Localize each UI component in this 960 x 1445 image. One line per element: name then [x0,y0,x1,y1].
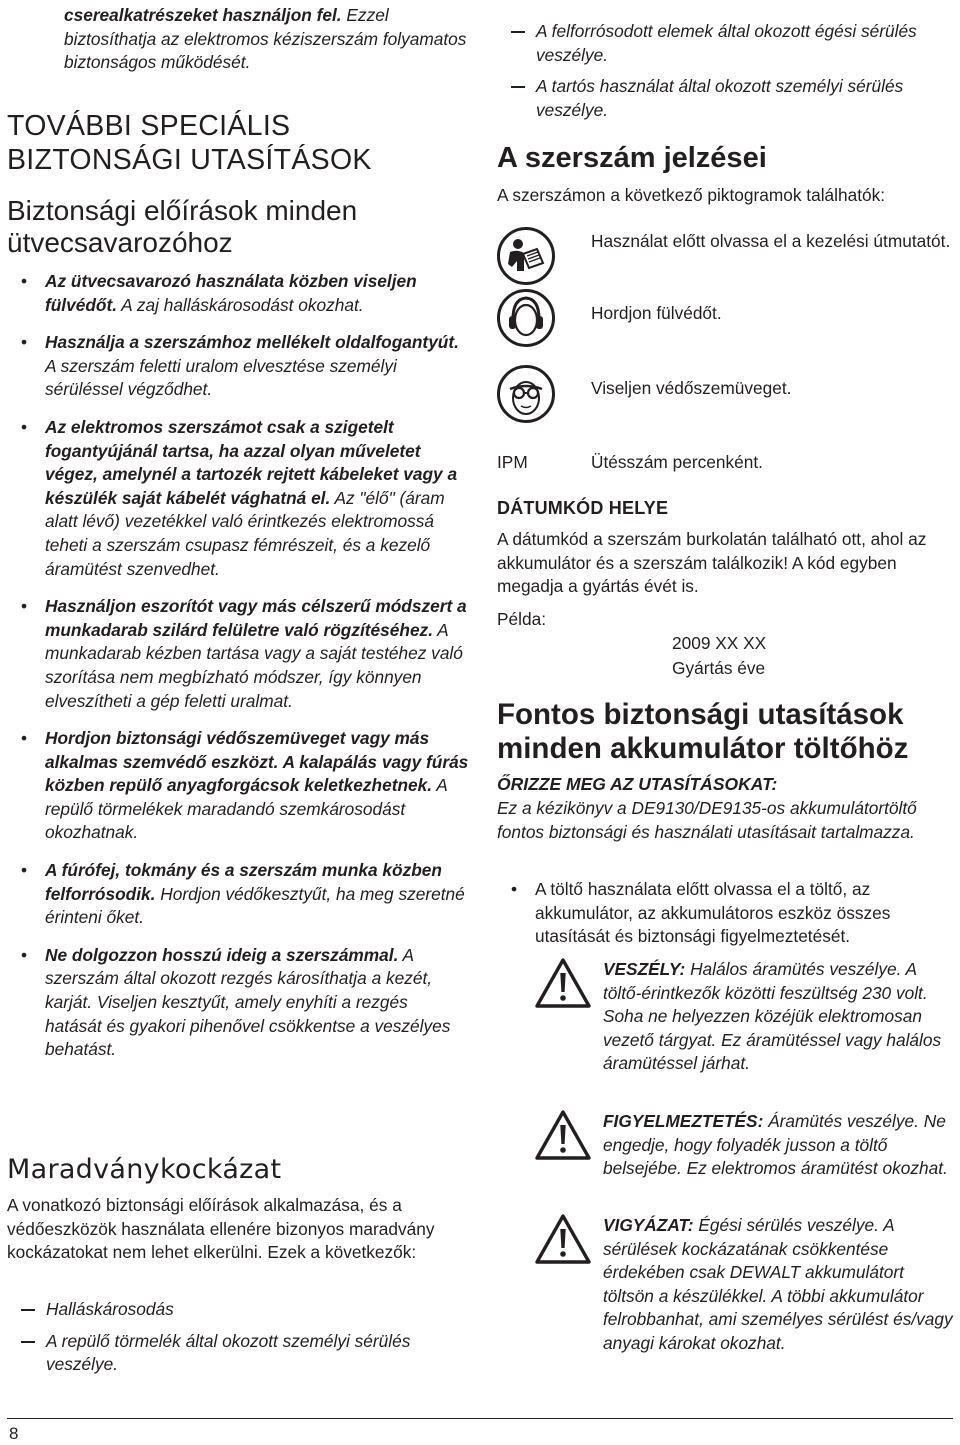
warning-text: VESZÉLY: Halálos áramütés veszélye. A töltő-érintkezők közötti feszültség 230 volt. Soha ne helyezzen közéjük elektromosan vezető tárgyat. Ez áramütéssel vagy halálos áramütéssel járhat. [603,959,942,1074]
list-item: • Ne dolgozzon hosszú ideig a szerszámmal. A szerszám által okozott rezgés károsíthatja a kezét, karját. Viseljen kesztyűt, amely enyhíti a rezgés hatását és gyakori pihenővel csökkentse a veszélyes behatást. [21,944,451,1060]
warning-notice [497,1110,957,1181]
tool-markings-intro: A szerszámon a következő piktogramok találhatók: [497,185,886,205]
list-item: • Az ütvecsavarozó használata közben viseljen fülvédőt. A zaj halláskárosodást okozhat. [21,271,417,315]
ear-protection-icon [497,289,591,354]
list-item: • Használja a szerszámhoz mellékelt oldalfogantyút. A szerszám feletti uralom elvesztése személyi sérüléssel végződhet. [21,332,459,400]
pictogram-row [497,227,955,292]
page-number: 8 [9,1424,19,1443]
charger-safety-heading: Fontos biztonsági utasítások minden akkumulátor töltőhöz [497,698,909,765]
warning-text: VIGYÁZAT: Égési sérülés veszélye. A sérülések kockázatának csökkentése érdekében csak DEWALT akkumulátort töltsön a készülékkel. A többi akkumulátor felrobbanhat, ami személyes sérülést és/vagy anyagi károkat okozhat. [603,1215,953,1353]
warning-triangle-icon [497,1214,603,1356]
list-item: • Az elektromos szerszámot csak a szigetelt fogantyújánál tartsa, ha azzal olyan műveletet végez, amelynél a tartozék rejtett kábeleket vagy a készülék saját kábelét vághatná el. Az "élő" (áram alatt lévő) vezetékkel való érintkezés elektromossá teheti a szerszám csupasz fémrészeit, és a kezelő áramütést szenvedhet. [21,416,458,579]
residual-risk-heading: Maradványkockázat [7,1154,282,1185]
intro-rest: Ezzel biztosíthatja az elektromos kéziszerszám folyamatos biztonságos működését. [64,5,467,73]
safety-bullet-list [7,270,469,1062]
intro-paragraph [64,4,469,75]
pictogram-row [497,448,955,475]
tool-markings-heading: A szerszám jelzései [497,142,767,174]
footer-divider [7,1418,953,1419]
special-instructions-heading: TOVÁBBI SPECIÁLIS BIZTONSÁGI UTASÍTÁSOK [7,110,372,176]
charger-bullet-list [497,878,957,949]
warning-text: FIGYELMEZTETÉS: Áramütés veszélye. Ne engedje, hogy folyadék jusson a töltő belsejébe. Ez elektromos áramütést okozhat. [603,1111,948,1179]
residual-risk-text: A vonatkozó biztonsági előírások alkalmazása, és a védőeszközök használata ellenére bizonyos maradvány kockázatokat nem lehet elkerülni. Ezek a következők: [7,1195,435,1263]
pictogram-text: Viseljen védőszemüveget. [591,378,792,398]
danger-warning [497,958,957,1076]
pictogram-row [497,365,955,430]
keep-instructions-text: Ez a kézikönyv a DE9130/DE9135-os akkumulátortöltő fontos biztonsági és használati utasításait tartalmazza. [497,798,917,842]
date-code-text: A dátumkód a szerszám burkolatán található ott, ahol az akkumulátor és a szerszám találkozik! A kód egyben megadja a gyártás évét is. [497,529,927,597]
residual-risk-list-continued [497,20,955,122]
list-item: Halláskárosodás [7,1298,437,1322]
warning-triangle-icon [497,958,603,1076]
example-label: Példa: [497,609,547,629]
example-code: 2009 XX XX [672,633,767,653]
example-caption: Gyártás éve [672,658,766,678]
list-item: A repülő törmelék által okozott személyi sérülés veszélye. [7,1330,437,1377]
caution-notice [497,1214,957,1356]
list-item: • Hordjon biztonsági védőszemüveget vagy más alkalmas szemvédő eszközt. A kalapálás vagy fúrás közben repülő anyagforgácsok keletkezhetnek. A repülő törmelékek maradandó szemkárosodást okozhatnak. [21,728,469,843]
date-code-heading: DÁTUMKÓD HELYE [497,498,669,518]
keep-instructions-heading: ŐRIZZE MEG AZ UTASÍTÁSOKAT: [497,774,778,794]
intro-bold: cserealkatrészeket használjon fel. [64,5,342,25]
list-item: • Használjon eszorítót vagy más célszerű módszert a munkadarab szilárd felületre való rögzítéséhez. A munkadarab kézben tartása vagy a saját testéhez való szorítása nem megbízható módszer, így könnyen elveszítheti a gép feletti uralmat. [21,596,467,711]
warning-triangle-icon [497,1110,603,1181]
pictogram-row [497,289,955,354]
list-item: • A töltő használata előtt olvassa el a töltő, az akkumulátor, az akkumulátoros eszköz összes utasítását és biztonsági figyelmeztetését. [511,879,891,947]
residual-risk-list [7,1298,437,1377]
list-item: A tartós használat által okozott személyi sérülés veszélye. [497,75,955,122]
read-manual-icon [497,227,591,292]
ipm-label: IPM [497,452,528,472]
pictogram-text: Használat előtt olvassa el a kezelési útmutatót. [591,231,951,251]
impact-driver-subheading: Biztonsági előírások minden ütvecsavarozóhoz [7,195,358,258]
eye-protection-icon [497,365,591,430]
pictogram-text: Ütésszám percenként. [591,452,763,472]
pictogram-text: Hordjon fülvédőt. [591,303,722,323]
list-item: A felforrósodott elemek által okozott égési sérülés veszélye. [497,20,955,67]
list-item: • A fúrófej, tokmány és a szerszám munka közben felforrósodik. Hordjon védőkesztyűt, ha meg szeretné érinteni őket. [21,860,465,928]
